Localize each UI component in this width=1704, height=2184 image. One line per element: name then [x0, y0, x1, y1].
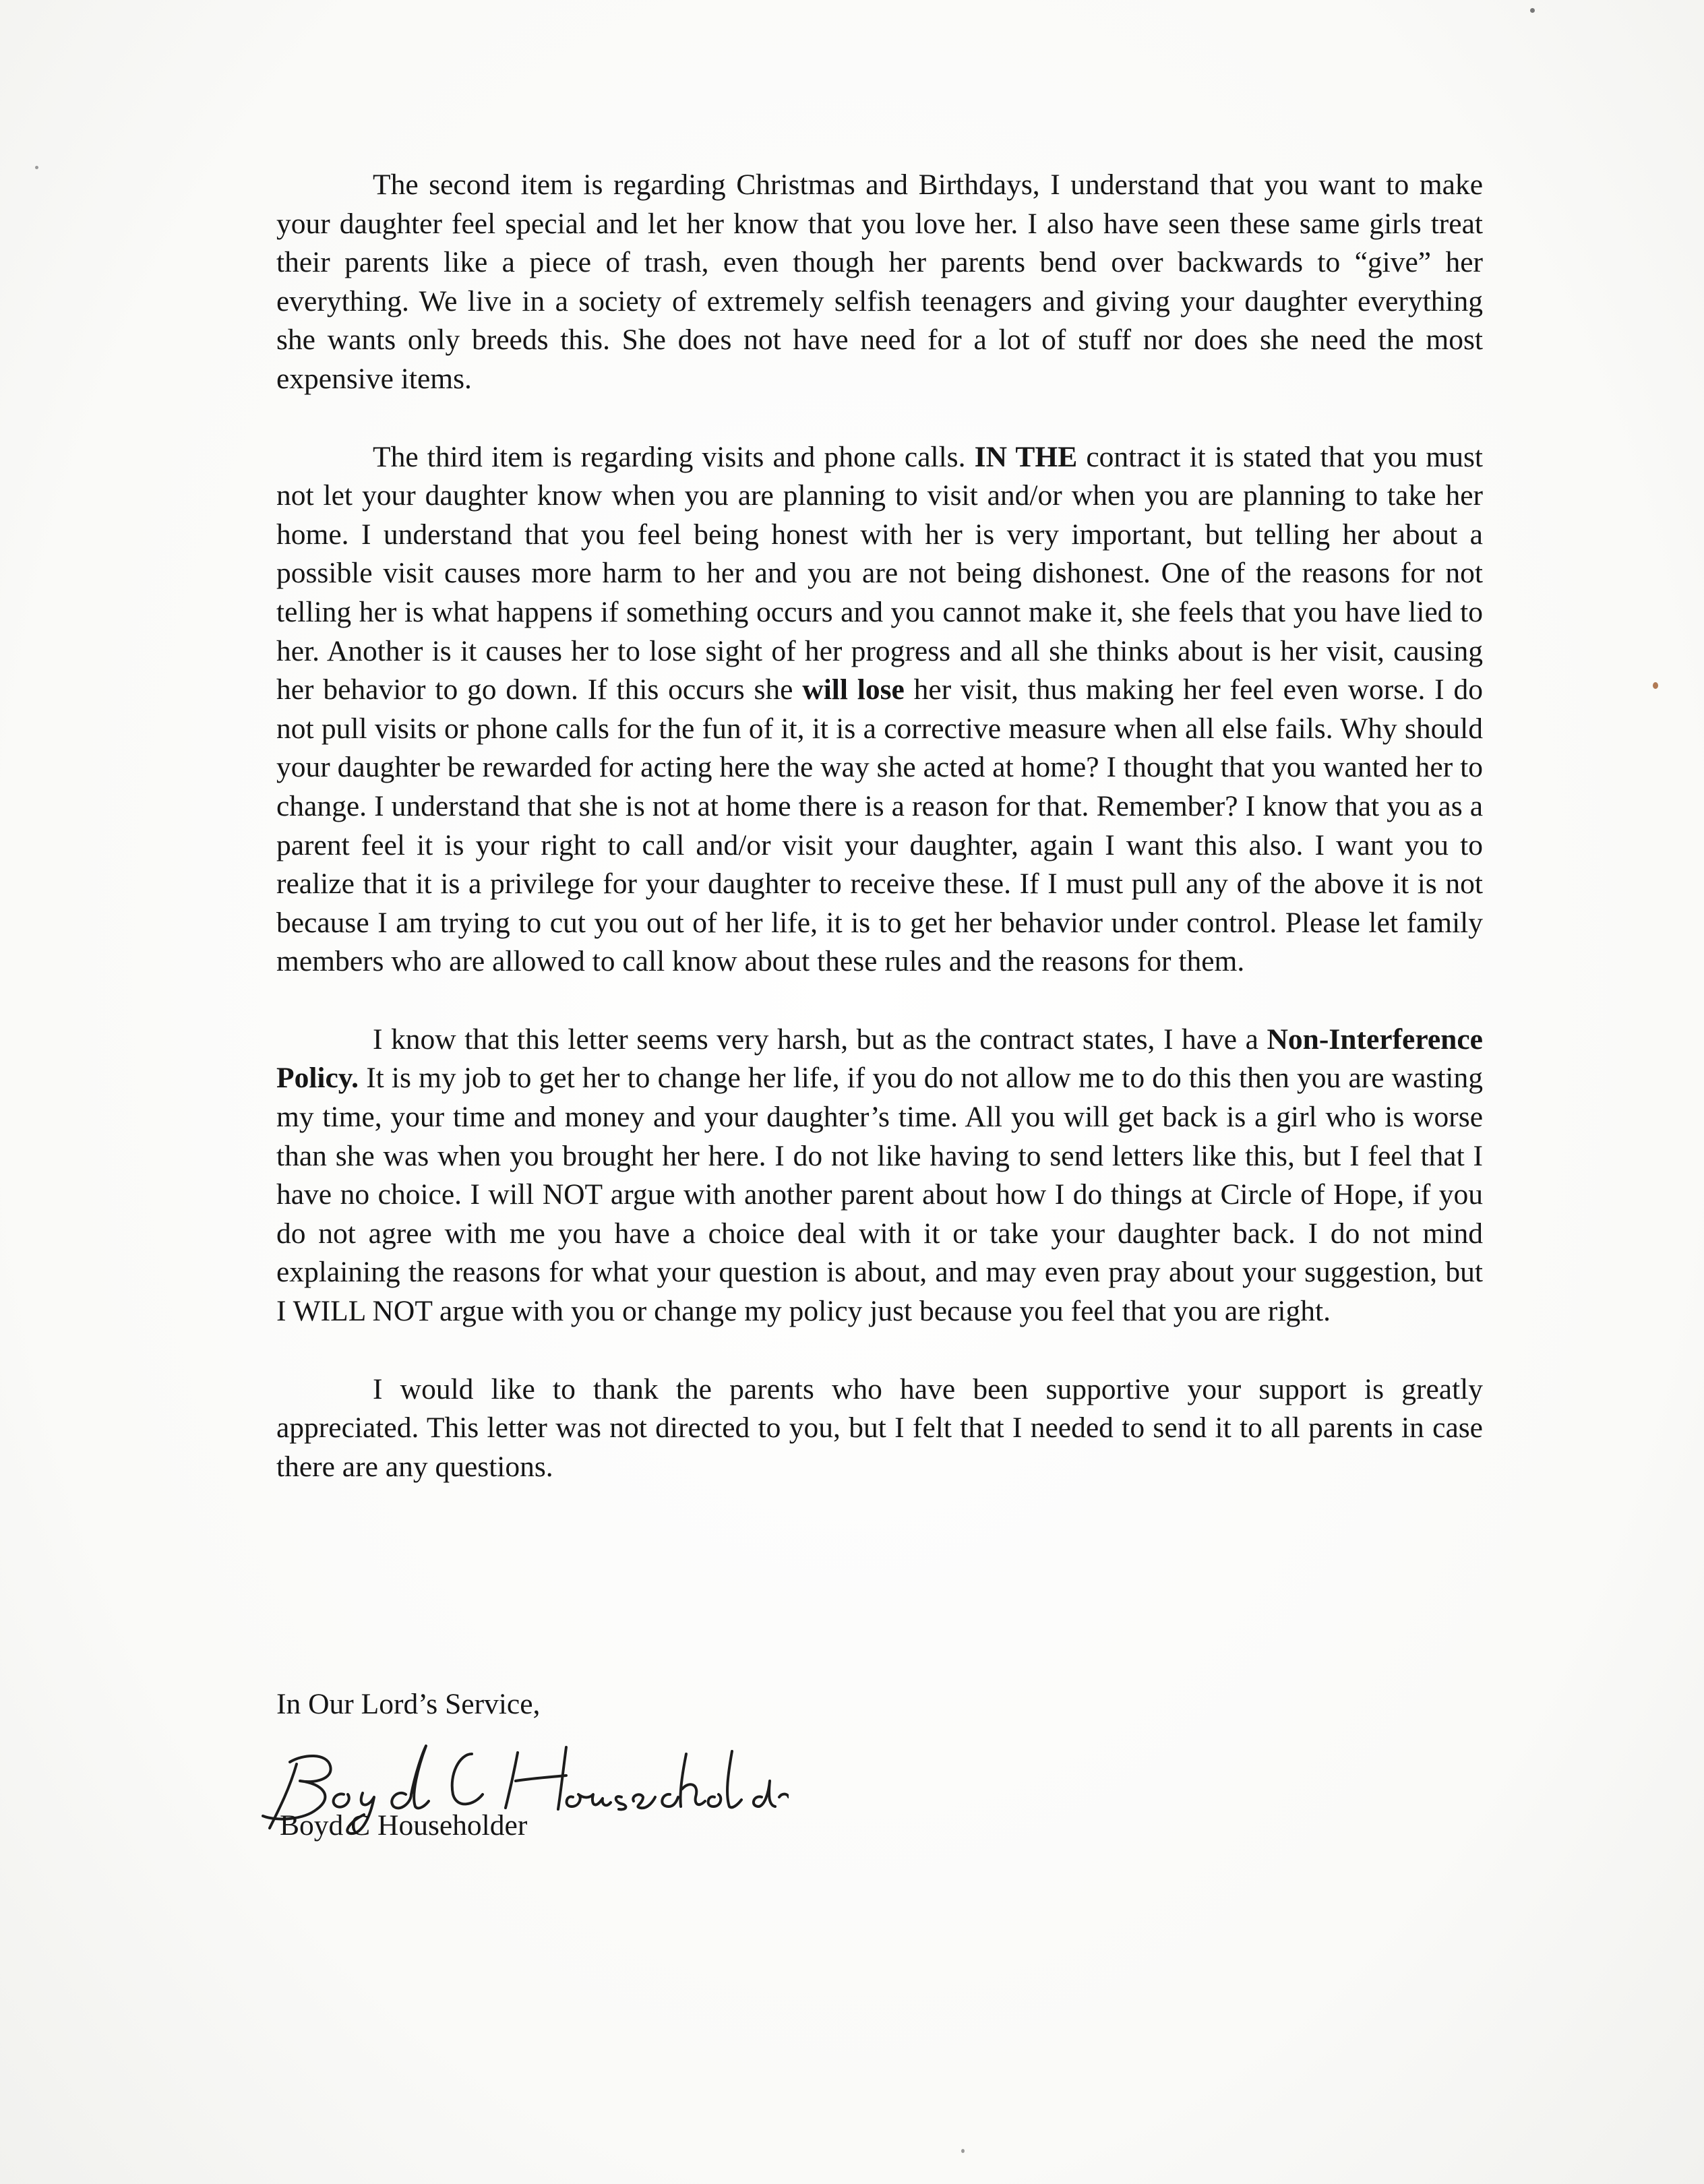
- emphasized-text: Non-Interference Policy.: [276, 1023, 1483, 1095]
- paragraph-text: her visit, thus making her feel even worse. I do not pull visits or phone calls for the fun of it, it is a corrective measure when all else fails. Why should your daughter be rewarded for acting here the way she acted at home? I thought that you wanted her to change. I understand that she is not at home there is a reason for that. Remember? I know that you as a parent feel it is your right to call and/or visit your daughter, again I want this also. I want you to realize that it is a privilege for your daughter to receive these. If I must pull any of the above it is not because I am trying to cut you out of her life, it is to get her behavior under control. Please let family members who are allowed to call know about these rules and the reasons for them.: [276, 673, 1483, 978]
- scan-speck: [961, 2149, 965, 2153]
- paragraph-text: I would like to thank the parents who have been supportive your support is greatly appreciated. This letter was not directed to you, but I felt that I needed to send it to all parents in case there are any questions.: [276, 1372, 1483, 1483]
- closing-salutation: In Our Lord’s Service,: [276, 1688, 541, 1720]
- paragraph-text: It is my job to get her to change her life, if you do not allow me to do this then you are wasting my time, your time and money and your daughter’s time. All you will get back is a girl who is worse than she was when you brought her here. I do not like having to send letters like this, but I feel that I have no choice. I will NOT argue with another parent about how I do things at Circle of Hope, if you do not agree with me you have a choice deal with it or take your daughter back. I do not mind explaining the reasons for what your question is about, and may even pray about your suggestion, but I WILL NOT argue with you or change my policy just because you feel that you are right.: [276, 1062, 1483, 1328]
- paragraph-non-interference: [276, 1021, 1483, 1331]
- paragraph-text: contract it is stated that you must not let your daughter know when you are planning to visit and/or when you are planning to take her home. I understand that you feel being honest with her is very important, but telling her about a possible visit causes more harm to her and you are not being dishonest. One of the reasons for not telling her is what happens if something occurs and you cannot make it, she feels that you have lied to her. Another is it causes her to lose sight of her progress and all she thinks about is her visit, causing her behavior to go down. If this occurs she: [276, 440, 1484, 706]
- emphasized-text: will lose: [802, 673, 905, 706]
- scan-speck: [35, 166, 38, 169]
- paragraph-thanks: [276, 1370, 1483, 1487]
- paragraph-visits-phone-calls: [276, 438, 1483, 981]
- emphasized-text: IN THE: [974, 440, 1078, 473]
- paragraph-christmas-birthdays: [276, 166, 1483, 399]
- paragraph-text: The third item is regarding visits and phone calls.: [373, 440, 975, 473]
- scan-speck: [1530, 8, 1535, 13]
- signer-name: Boyd C Householder: [280, 1809, 528, 1842]
- paragraph-text: The second item is regarding Christmas and Birthdays, I understand that you want to make your daughter feel special and let her know that you love her. I also have seen these same girls treat their parents like a piece of trash, even though her parents bend over backwards to “give” her everything. We live in a society of extremely selfish teenagers and giving your daughter everything she wants only breeds this. She does not have need for a lot of stuff nor does she need the most expensive items.: [276, 169, 1483, 395]
- letter-body: [276, 166, 1483, 1525]
- paragraph-text: I know that this letter seems very harsh, but as the contract states, I have a: [373, 1023, 1267, 1056]
- scan-speck: [1653, 682, 1658, 689]
